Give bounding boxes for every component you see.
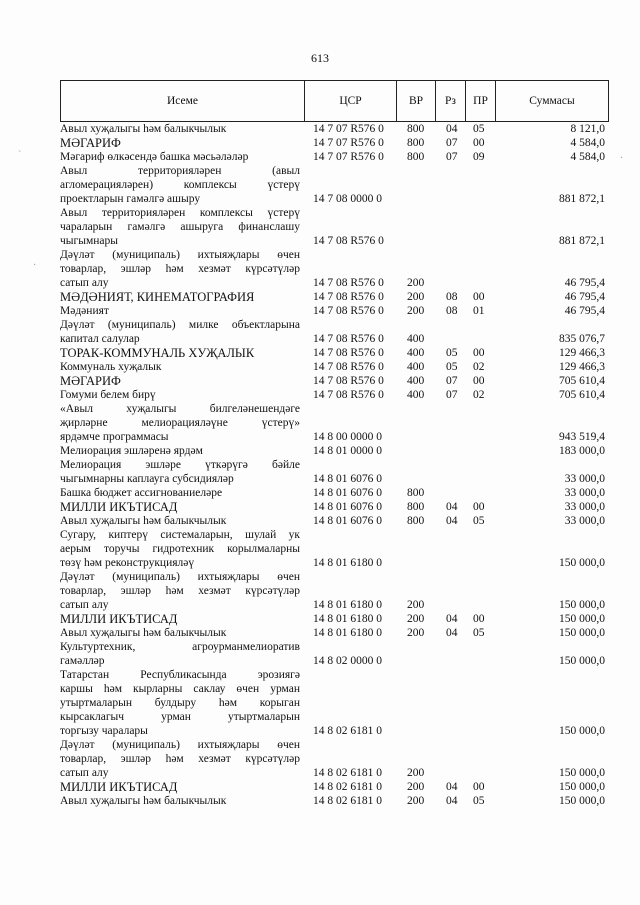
row-rz: 07	[446, 389, 458, 401]
table-row	[60, 346, 609, 360]
row-name-line: МИЛЛИ ИКЪТИСАД	[60, 780, 178, 794]
row-name-line: Авыл территорияләрен (авыл	[60, 165, 300, 177]
row-pr: 01	[473, 305, 485, 317]
row-name-line: МӘГАРИФ	[60, 136, 121, 150]
row-name	[60, 780, 300, 794]
row-name-line: Гомуми белем бирү	[60, 389, 156, 401]
row-name	[60, 402, 300, 444]
row-name-line: Татарстан Республикасында эрозиягә	[60, 669, 300, 681]
table-row	[60, 388, 609, 402]
row-csr: 14 7 08 R576 0	[313, 375, 384, 387]
row-sum: 183 000,0	[559, 445, 605, 457]
row-name-line: Авыл территорияләрен комплексы үстерү	[60, 207, 300, 219]
row-vr: 400	[407, 361, 425, 373]
row-sum: 33 000,0	[564, 501, 605, 513]
row-name-line: торгызу чаралары	[60, 725, 148, 737]
row-sum: 150 000,0	[559, 613, 605, 625]
row-name	[60, 318, 300, 346]
row-vr: 200	[407, 277, 425, 289]
header-pr: ПР	[466, 81, 496, 121]
row-name	[60, 164, 300, 206]
scan-speck: ·	[33, 260, 37, 271]
row-csr: 14 7 08 R576 0	[313, 361, 384, 373]
row-vr: 200	[407, 599, 425, 611]
row-csr: 14 7 08 R576 0	[313, 277, 384, 289]
row-name	[60, 374, 300, 388]
row-rz: 07	[446, 137, 458, 149]
row-sum: 150 000,0	[559, 781, 605, 793]
table-row	[60, 458, 609, 486]
row-rz: 05	[446, 347, 458, 359]
row-name-line: Мәдәният	[60, 305, 109, 317]
table-row	[60, 626, 609, 640]
page-number: 613	[311, 51, 329, 65]
row-pr: 00	[473, 613, 485, 625]
row-sum: 33 000,0	[564, 473, 605, 485]
table-row	[60, 612, 609, 626]
table-row	[60, 780, 609, 794]
table-row	[60, 136, 609, 150]
header-name: Исеме	[61, 81, 305, 121]
row-name	[60, 206, 300, 248]
row-csr: 14 7 08 R576 0	[313, 389, 384, 401]
row-name-line: Дәүләт (муниципаль) милке объектларына	[60, 319, 300, 331]
row-name-line: Авыл хуҗалыгы һәм балыкчылык	[60, 515, 227, 527]
row-sum: 46 795,4	[564, 291, 605, 303]
table-row	[60, 122, 609, 136]
row-name-line: сатып алу	[60, 277, 109, 289]
row-csr: 14 8 02 0000 0	[313, 655, 382, 667]
table-row	[60, 668, 609, 738]
row-name-line: Дәүләт (муниципаль) ихтыяҗлары өчен	[60, 739, 300, 751]
row-sum: 150 000,0	[559, 627, 605, 639]
row-rz: 07	[446, 375, 458, 387]
row-name-line: ТОРАК-КОММУНАЛЬ ХУҖАЛЫК	[60, 346, 255, 360]
table-row	[60, 164, 609, 206]
row-name-line: Дәүләт (муниципаль) ихтыяҗлары өчен	[60, 571, 300, 583]
row-csr: 14 8 01 6180 0	[313, 599, 382, 611]
table-row	[60, 486, 609, 500]
row-name-line: Авыл хуҗалыгы һәм балыкчылык	[60, 627, 227, 639]
row-sum: 4 584,0	[570, 137, 605, 149]
row-name-line: каршы һәм кырларны саклау өчен урман	[60, 683, 300, 695]
row-pr: 00	[473, 375, 485, 387]
row-name	[60, 668, 300, 738]
header-csr: ЦСР	[305, 81, 397, 121]
row-csr: 14 8 01 6180 0	[313, 627, 382, 639]
row-name-line: утыртмаларын булдыру һәм корыган	[60, 697, 300, 709]
row-name-line: Культуртехник, агроурманмелиоратив	[60, 641, 300, 653]
row-name-line: Башка бюджет ассигнованиеләре	[60, 487, 223, 499]
table-row	[60, 528, 609, 570]
table-row	[60, 444, 609, 458]
row-name	[60, 360, 300, 374]
row-csr: 14 8 02 6181 0	[313, 767, 382, 779]
row-vr: 800	[407, 487, 425, 499]
row-name-line: чараларын гамәлгә ашыруга финанслашу	[60, 221, 300, 233]
row-csr: 14 7 07 R576 0	[313, 137, 384, 149]
row-sum: 150 000,0	[559, 557, 605, 569]
row-pr: 05	[473, 515, 485, 527]
row-name-line: ярдәмче программасы	[60, 431, 169, 443]
row-name-line: төзү һәм реконструкцияләү	[60, 557, 195, 569]
row-sum: 46 795,4	[564, 305, 605, 317]
row-name-line: Мелиорация эшләре үткәрүгә бәйле	[60, 459, 300, 471]
row-sum: 4 584,0	[570, 151, 605, 163]
row-csr: 14 8 01 6180 0	[313, 613, 382, 625]
row-name-line: аерым торучы гидротехник корылмаларны	[60, 543, 300, 555]
table-row	[60, 640, 609, 668]
header-rz: Рз	[436, 81, 466, 121]
row-csr: 14 8 01 6076 0	[313, 501, 382, 513]
table-row	[60, 794, 609, 808]
row-sum: 129 466,3	[559, 361, 605, 373]
row-name	[60, 626, 300, 640]
row-vr: 200	[407, 781, 425, 793]
table-row	[60, 150, 609, 164]
table-row	[60, 248, 609, 290]
row-name	[60, 150, 300, 164]
table-row	[60, 360, 609, 374]
row-csr: 14 8 01 6180 0	[313, 557, 382, 569]
row-rz: 04	[446, 501, 458, 513]
row-name-line: «Авыл хуҗалыгы билгеләнешендәге	[60, 403, 300, 415]
row-vr: 400	[407, 389, 425, 401]
row-vr: 200	[407, 627, 425, 639]
row-pr: 05	[473, 627, 485, 639]
row-pr: 00	[473, 501, 485, 513]
scan-speck: ˋ	[18, 150, 22, 161]
row-name	[60, 136, 300, 150]
header-sum: Суммасы	[529, 95, 575, 107]
row-sum: 943 519,4	[559, 431, 605, 443]
row-name-line: кырсаклагыч урман утыртмаларын	[60, 711, 300, 723]
row-csr: 14 8 02 6181 0	[313, 795, 382, 807]
table-row	[60, 514, 609, 528]
table-row	[60, 374, 609, 388]
row-name-line: МӘДӘНИЯТ, КИНЕМАТОГРАФИЯ	[60, 290, 255, 304]
row-rz: 05	[446, 361, 458, 373]
row-vr: 400	[407, 375, 425, 387]
row-name-line: Дәүләт (муниципаль) ихтыяҗлары өчен	[60, 249, 300, 261]
row-name-line: Мәгариф өлкәсендә башка мәсьәләләр	[60, 151, 249, 163]
row-rz: 07	[446, 151, 458, 163]
row-csr: 14 8 01 6076 0	[313, 473, 382, 485]
row-name-line: сатып алу	[60, 599, 109, 611]
table-row	[60, 206, 609, 248]
row-sum: 705 610,4	[559, 389, 605, 401]
row-csr: 14 7 08 R576 0	[313, 305, 384, 317]
row-rz: 04	[446, 627, 458, 639]
row-sum: 150 000,0	[559, 767, 605, 779]
row-vr: 200	[407, 613, 425, 625]
table-row	[60, 402, 609, 444]
row-vr: 200	[407, 305, 425, 317]
row-name-line: җирләрне мелиорацияләүне үстерү»	[60, 417, 300, 429]
row-csr: 14 7 08 R576 0	[313, 235, 384, 247]
row-csr: 14 8 00 0000 0	[313, 431, 382, 443]
row-rz: 04	[446, 123, 458, 135]
row-sum: 150 000,0	[559, 599, 605, 611]
row-sum: 33 000,0	[564, 487, 605, 499]
row-sum: 46 795,4	[564, 277, 605, 289]
row-name	[60, 794, 300, 808]
row-sum: 33 000,0	[564, 515, 605, 527]
row-sum: 129 466,3	[559, 347, 605, 359]
row-sum: 150 000,0	[559, 725, 605, 737]
row-vr: 800	[407, 501, 425, 513]
table-row	[60, 500, 609, 514]
row-name-line: чыгымнары	[60, 235, 118, 247]
row-vr: 200	[407, 795, 425, 807]
row-name	[60, 570, 300, 612]
row-name	[60, 640, 300, 668]
row-sum: 881 872,1	[559, 235, 605, 247]
row-rz: 08	[446, 291, 458, 303]
row-name-line: Авыл хуҗалыгы һәм балыкчылык	[60, 123, 227, 135]
row-csr: 14 7 08 R576 0	[313, 291, 384, 303]
row-sum: 150 000,0	[559, 655, 605, 667]
row-name-line: проектларын гамәлгә ашыру	[60, 193, 201, 205]
row-pr: 05	[473, 123, 485, 135]
row-vr: 200	[407, 767, 425, 779]
row-name-line: МИЛЛИ ИКЪТИСАД	[60, 612, 178, 626]
table-header	[60, 80, 609, 122]
table-row	[60, 318, 609, 346]
row-rz: 04	[446, 613, 458, 625]
row-name	[60, 514, 300, 528]
row-name	[60, 248, 300, 290]
row-name	[60, 458, 300, 486]
row-vr: 400	[407, 347, 425, 359]
row-name	[60, 290, 300, 304]
row-name	[60, 346, 300, 360]
row-sum: 150 000,0	[559, 795, 605, 807]
row-name-line: чыгымнарны каплауга субсидияләр	[60, 473, 234, 485]
row-name	[60, 388, 300, 402]
row-name	[60, 486, 300, 500]
row-csr: 14 8 01 6076 0	[313, 487, 382, 499]
row-name-line: капитал салулар	[60, 333, 140, 345]
row-name-line: агломерацияләрен) комплексы үстерү	[60, 179, 300, 191]
row-name-line: Мелиорация эшләренә ярдәм	[60, 445, 203, 457]
row-vr: 400	[407, 333, 425, 345]
row-name-line: Авыл хуҗалыгы һәм балыкчылык	[60, 795, 227, 807]
row-sum: 8 121,0	[570, 123, 605, 135]
table-row	[60, 304, 609, 318]
row-name	[60, 122, 300, 136]
row-name	[60, 612, 300, 626]
row-csr: 14 7 07 R576 0	[313, 123, 384, 135]
row-name	[60, 304, 300, 318]
row-csr: 14 8 01 0000 0	[313, 445, 382, 457]
row-pr: 02	[473, 361, 485, 373]
table-row	[60, 570, 609, 612]
row-sum: 835 076,7	[559, 333, 605, 345]
row-name-line: товарлар, эшләр һәм хезмәт күрсәтүләр	[60, 263, 300, 275]
row-vr: 800	[407, 151, 425, 163]
row-name-line: гамәлләр	[60, 655, 105, 667]
row-vr: 800	[407, 137, 425, 149]
row-name-line: товарлар, эшләр һәм хезмәт күрсәтүләр	[60, 585, 300, 597]
row-name	[60, 738, 300, 780]
row-name-line: сатып алу	[60, 767, 109, 779]
row-sum: 881 872,1	[559, 193, 605, 205]
row-pr: 00	[473, 347, 485, 359]
row-vr: 200	[407, 291, 425, 303]
row-name	[60, 500, 300, 514]
table-row	[60, 738, 609, 780]
row-pr: 00	[473, 291, 485, 303]
row-name-line: МИЛЛИ ИКЪТИСАД	[60, 500, 178, 514]
row-rz: 04	[446, 795, 458, 807]
row-name	[60, 528, 300, 570]
row-csr: 14 7 08 R576 0	[313, 347, 384, 359]
row-csr: 14 8 02 6181 0	[313, 725, 382, 737]
row-csr: 14 7 07 R576 0	[313, 151, 384, 163]
row-sum: 705 610,4	[559, 375, 605, 387]
row-csr: 14 7 08 0000 0	[313, 193, 382, 205]
row-vr: 800	[407, 515, 425, 527]
row-pr: 00	[473, 137, 485, 149]
row-vr: 800	[407, 123, 425, 135]
row-name-line: Сугару, киптерү системаларын, шулай ук	[60, 529, 300, 541]
row-rz: 04	[446, 515, 458, 527]
row-pr: 02	[473, 389, 485, 401]
row-csr: 14 7 08 R576 0	[313, 333, 384, 345]
row-rz: 08	[446, 305, 458, 317]
row-name-line: Коммуналь хуҗалык	[60, 361, 162, 373]
table-row	[60, 290, 609, 304]
header-vr: ВР	[397, 81, 436, 121]
table-body	[60, 122, 609, 808]
row-csr: 14 8 02 6181 0	[313, 781, 382, 793]
scan-speck: ·	[620, 153, 624, 164]
row-pr: 09	[473, 151, 485, 163]
row-rz: 04	[446, 781, 458, 793]
row-pr: 05	[473, 795, 485, 807]
row-name-line: МӘГАРИФ	[60, 374, 121, 388]
row-csr: 14 8 01 6076 0	[313, 515, 382, 527]
row-pr: 00	[473, 781, 485, 793]
row-name	[60, 444, 300, 458]
row-name-line: товарлар, эшләр һәм хезмәт күрсәтүләр	[60, 753, 300, 765]
